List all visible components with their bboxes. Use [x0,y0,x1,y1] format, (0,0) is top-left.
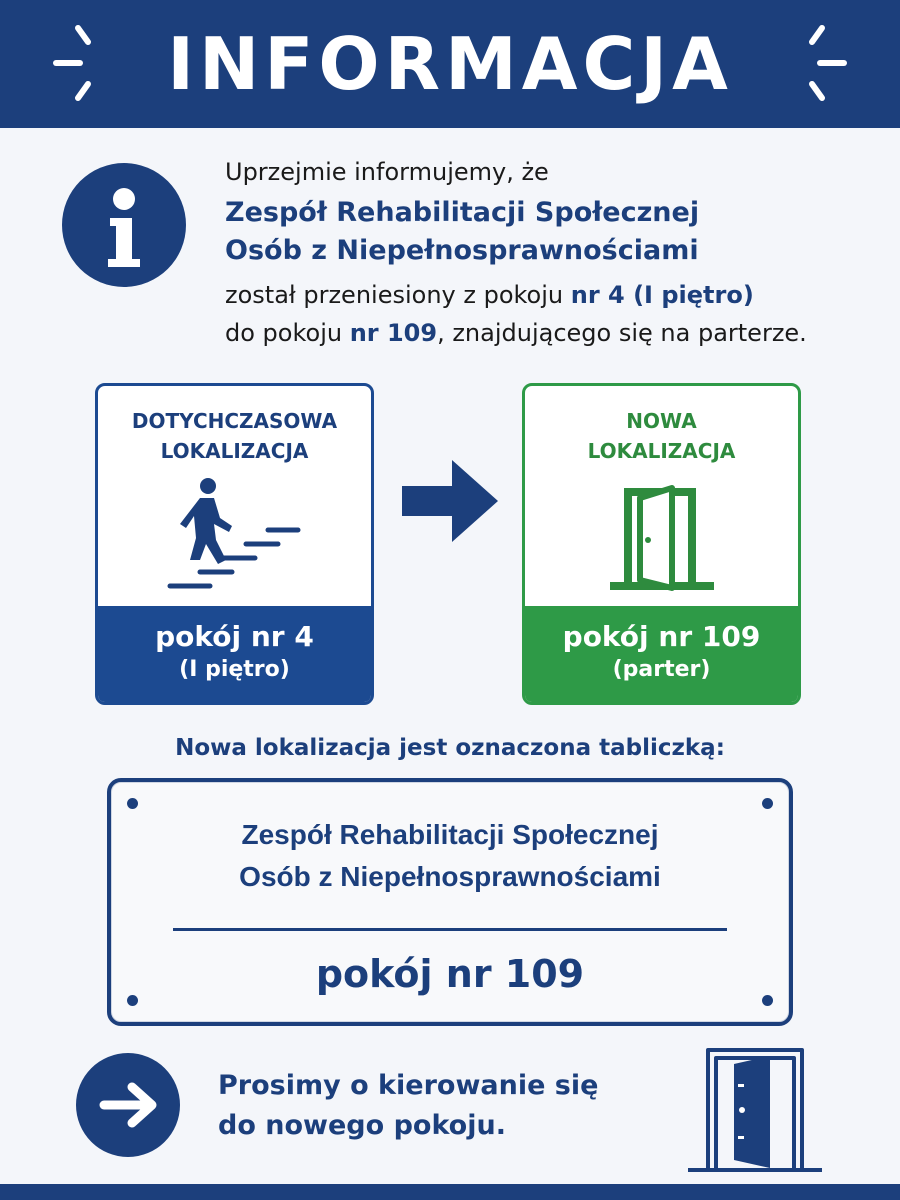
intro-lead: Uprzejmie informujemy, że [225,158,549,186]
door-outline-icon [684,1044,826,1174]
old-room-label: pokój nr 4 [155,620,314,653]
intro-org-line2: Osób z Niepełnosprawnościami [225,235,699,266]
intro-org-line1: Zespół Rehabilitacji Społecznej [225,197,700,228]
intro-section [225,158,885,352]
plate-caption: Nowa lokalizacja jest oznaczona tabliczką: [175,735,725,761]
plate-organization: Zespół Rehabilitacji Społecznej Osób z Niepełnosprawnościami [239,819,661,892]
page-title: INFORMACJA [167,22,733,106]
new-location-card [522,383,801,705]
moved-prefix: został przeniesiony z pokoju [225,281,571,309]
new-room-label: pokój nr 109 [562,620,761,653]
stairs-person-icon [160,474,310,594]
screw-icon [127,798,138,809]
old-room-ref: nr 4 (I piętro) [570,281,754,309]
plate-divider [173,928,727,931]
old-location-footer [98,606,371,702]
arrow-circle-icon [76,1053,180,1157]
info-icon [62,163,186,287]
bottom-bar [0,1184,900,1200]
attention-rays-icon [40,18,100,108]
screw-icon [762,798,773,809]
door-plate [107,778,793,1026]
intro-move-text [225,276,885,352]
new-location-heading: NOWA LOKALIZACJA [587,409,736,463]
old-floor-label: (I piętro) [179,657,290,682]
attention-rays-icon [800,18,860,108]
to-suffix: , znajdującego się na parterze. [437,319,807,347]
new-location-footer [525,606,798,702]
intro-organization [225,194,885,270]
plate-room: pokój nr 109 [315,952,585,996]
new-room-ref: nr 109 [349,319,438,347]
header-banner [0,0,900,128]
screw-icon [762,995,773,1006]
footer-message: Prosimy o kierowanie się do nowego pokoju. [218,1070,599,1141]
arrow-right-icon [402,460,498,542]
old-location-heading: DOTYCHCZASOWA LOKALIZACJA [131,409,338,463]
old-location-card [95,383,374,705]
screw-icon [127,995,138,1006]
new-floor-label: (parter) [612,657,711,682]
open-door-icon [610,484,714,592]
to-prefix: do pokoju [225,319,350,347]
